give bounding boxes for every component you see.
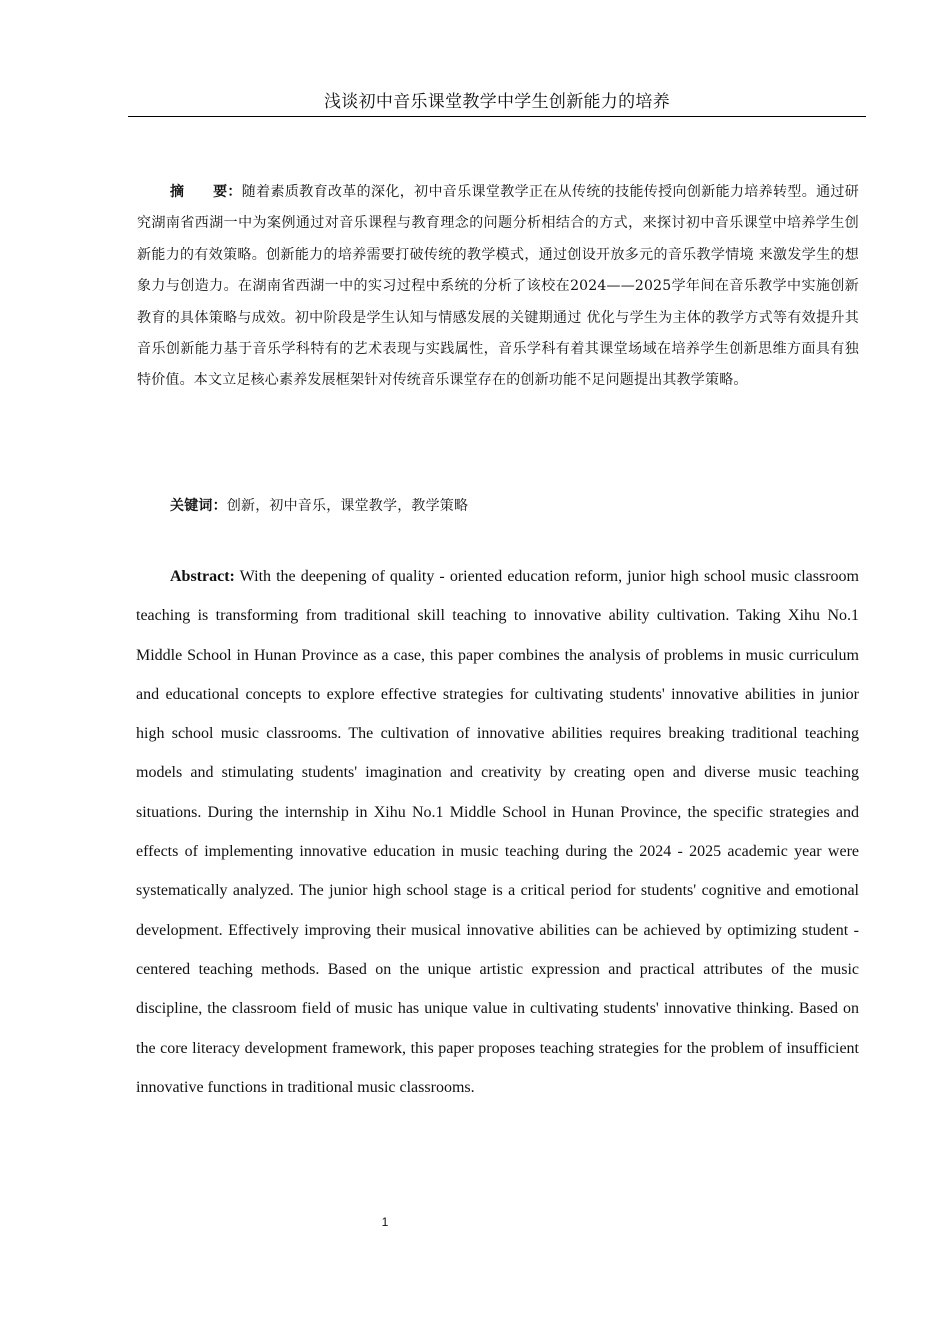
- page-number: 1: [381, 1215, 389, 1229]
- keywords-label: 关键词：: [170, 498, 227, 514]
- english-abstract-text: With the deepening of quality - oriented education reform, junior high school music classroom teaching is transforming from traditional skill teaching to innovative ability cultivation. Taking Xihu No.1 Middle School in Hunan Province as a case, this paper combines the analysis of problems in music curriculum and educational concepts to explore effective strategies for cultivating students' innovative abilities in junior high school music classrooms. The cultivation of innovative abilities requires breaking traditional teaching models and stimulating students' imagination and creativity by creating open and diverse music teaching situations. During the internship in Xihu No.1 Middle School in Hunan Province, the specific strategies and effects of implementing innovative education in music teaching during the 2024 - 2025 academic year were systematically analyzed. The junior high school stage is a critical period for students' cognitive and emotional development. Effectively improving their musical innovative abilities can be achieved by optimizing student - centered teaching methods. Based on the unique artistic expression and practical attributes of the music discipline, the classroom field of music has unique value in cultivating students' innovative thinking. Based on the core literacy development framework, this paper proposes teaching strategies for the problem of insufficient innovative functions in traditional music classrooms.: [136, 568, 859, 1096]
- keywords-text: 创新，初中音乐，课堂教学，教学策略: [226, 498, 469, 514]
- english-abstract-label: Abstract:: [170, 568, 235, 585]
- english-abstract: [136, 557, 859, 1107]
- chinese-abstract-text: 随着素质教育改革的深化，初中音乐课堂教学正在从传统的技能传授向创新能力培养转型。通过研究湖南省西湖一中为案例通过对音乐课程与教育理念的问题分析相结合的方式，来探讨初中音乐课堂中培养学生创新能力的有效策略。创新能力的培养需要打破传统的教学模式，通过创设开放多元的音乐教学情境 来激发学生的想象力与创造力。在湖南省西湖一中的实习过程中系统的分析了该校在2024——2025学年间在音乐教学中实施创新教育的具体策略与成效。初中阶段是学生认知与情感发展的关键期通过 优化与学生为主体的教学方式等有效提升其音乐创新能力基于音乐学科特有的艺术表现与实践属性，音乐学科有着其课堂场域在培养学生创新思维方面具有独特价值。本文立足核心素养发展框架针对传统音乐课堂存在的创新功能不足问题提出其教学策略。: [137, 184, 859, 389]
- keywords: [137, 491, 859, 522]
- chinese-abstract: [137, 177, 859, 397]
- chinese-abstract-label: 摘 要：: [170, 184, 242, 200]
- page-header-title: 浅谈初中音乐课堂教学中学生创新能力的培养: [128, 88, 866, 117]
